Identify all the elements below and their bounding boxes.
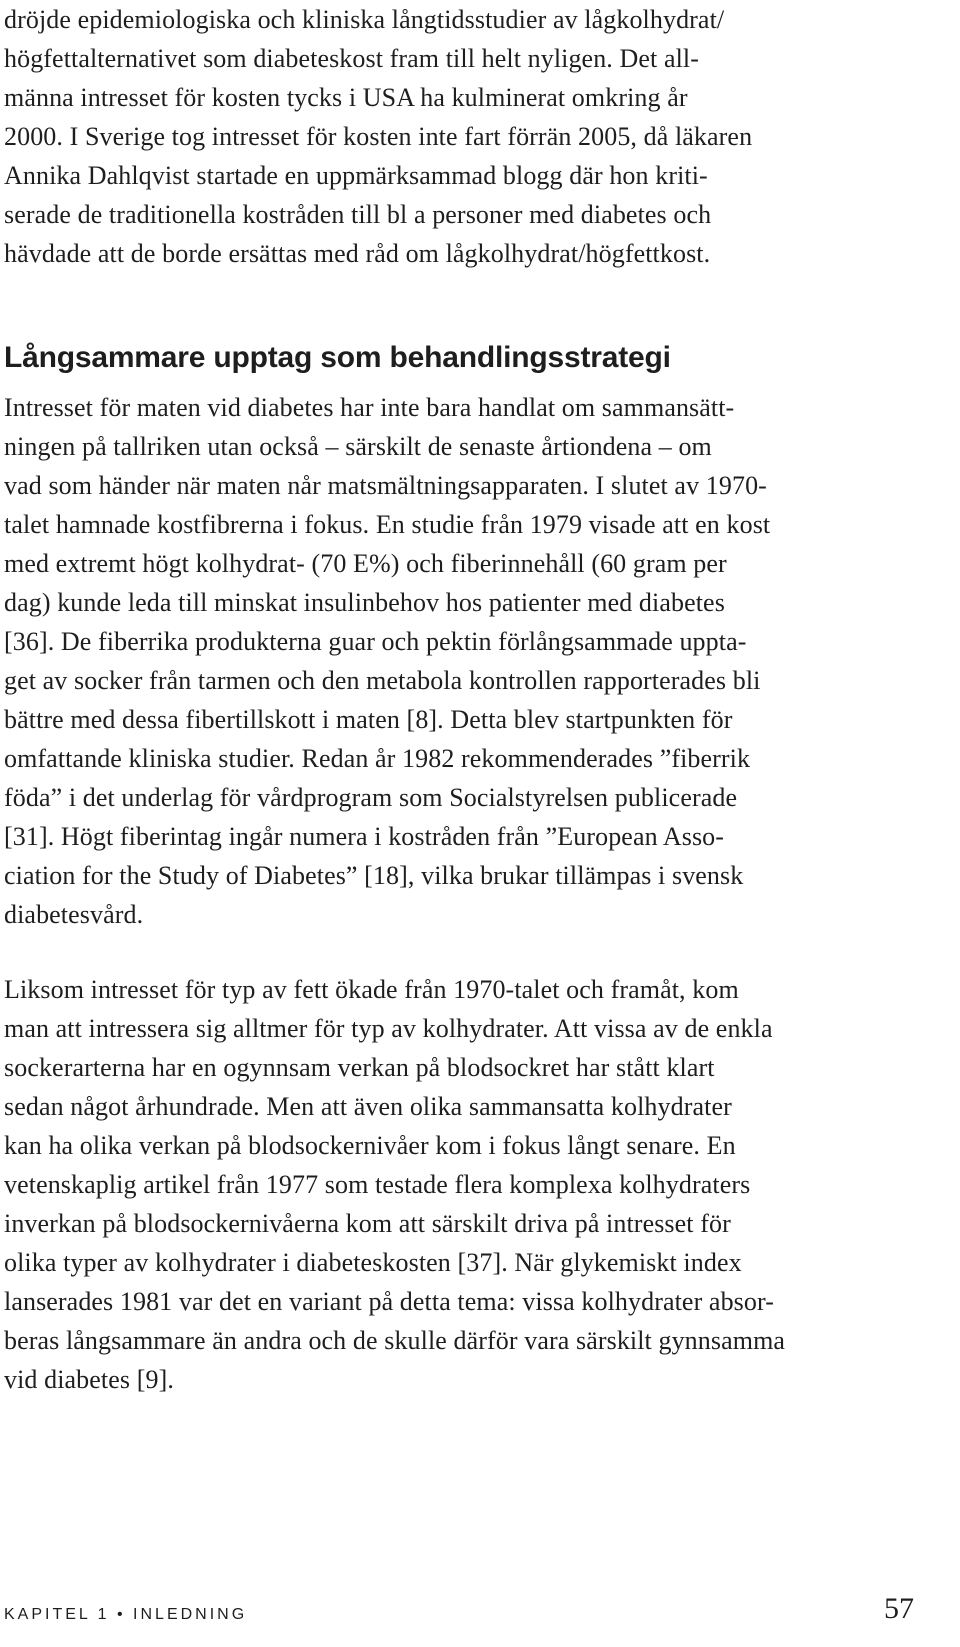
running-head: KAPITEL 1 • INLEDNING (4, 1606, 248, 1623)
body-paragraph-2: Liksom intresset för typ av fett ökade från 1970-talet och framåt, kom man att intressera sig alltmer för typ av kolhydrater. Att vissa av de enkla sockerarterna har en ogynnsam verkan på blodsockret har stått klart sedan något århundrade. Men att även olika sammansatta kolhydrater kan ha olika verkan på blodsockernivåer kom i fokus långt senare. En vetenskaplig artikel från 1977 som testade flera komplexa kolhydraters inverkan på blodsockernivåerna kom att särskilt driva på intresset för olika typer av kolhydrater i diabeteskosten [37]. När glykemiskt index lanserades 1981 var det en variant på detta tema: vissa kolhydrater absor- beras långsammare än andra och de skulle därför vara särskilt gynnsamma vid diabetes [9]. (4, 975, 786, 1394)
page-footer (4, 1592, 914, 1632)
section-heading: Långsammare upptag som behandlingsstrategi (4, 341, 671, 374)
intro-paragraph: dröjde epidemiologiska och kliniska långtidsstudier av lågkolhydrat/ högfettalternativet som diabeteskost fram till helt nyligen. Det all- männa intresset för kosten tycks i USA ha kulminerat omkring år 2000. I Sverige tog intresset för kosten inte fart förrän 2005, då läkaren Annika Dahlqvist startade en uppmärksammad blogg där hon kriti- serade de traditionella kostråden till bl a personer med diabetes och hävdade att de borde ersättas med råd om lågkolhydrat/högfettkost. (4, 5, 753, 268)
page-number: 57 (884, 1592, 914, 1625)
body-paragraph-1: Intresset för maten vid diabetes har inte bara handlat om sammansätt- ningen på tallriken utan också – särskilt de senaste årtiondena – om vad som händer när maten når matsmältningsapparaten. I slutet av 1970- talet hamnade kostfibrerna i fokus. En studie från 1979 visade att en kost med extremt högt kolhydrat- (70 E%) och fiberinnehåll (60 gram per dag) kunde leda till minskat insulinbehov hos patienter med diabetes [36]. De fiberrika produkterna guar och pektin förlångsammade uppta- get av socker från tarmen och den metabola kontrollen rapporterades bli bättre med dessa fibertillskott i maten [8]. Detta blev startpunkten för omfattande kliniska studier. Redan år 1982 rekommenderades ”fiberrik föda” i det underlag för vårdprogram som Socialstyrelsen publicerade [31]. Högt fiberintag ingår numera i kostråden från ”European Asso- ciation for the Study of Diabetes” [18], vilka brukar tillämpas i svensk diabetesvård. (4, 393, 771, 929)
